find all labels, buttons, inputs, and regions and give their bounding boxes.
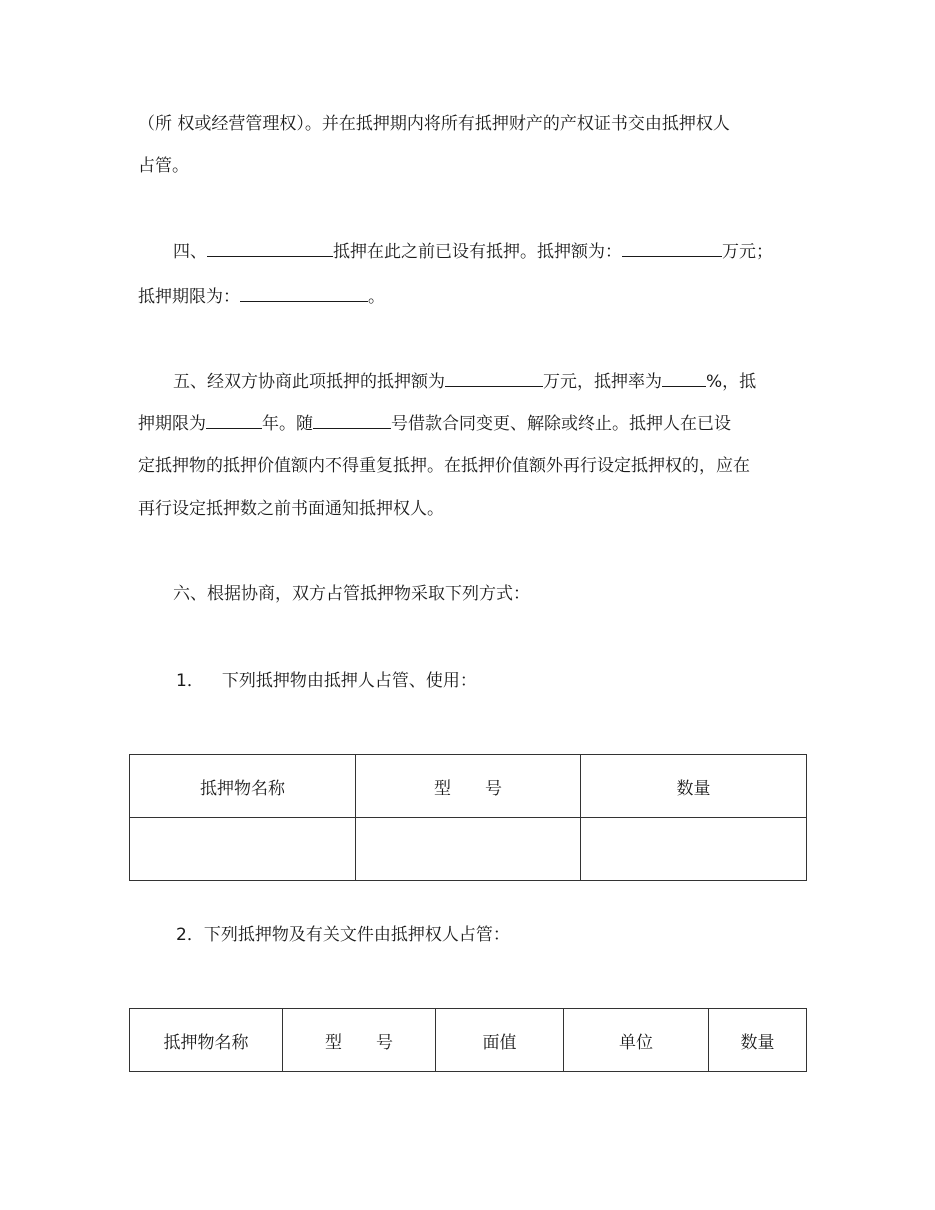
blank-field [313,412,391,429]
table-1-cell [581,818,807,881]
paragraph-3-line-1: （所 权或经营管理权）。并在抵押期内将所有抵押财产的产权证书交由抵押权人 [138,114,730,134]
blank-field [445,370,543,387]
table-2-header-unit: 单位 [564,1009,709,1072]
paragraph-5-line-2: 押期限为 年。随 号借款合同变更、解除或终止。抵押人在已设 [138,414,731,434]
item-2: 2．下列抵押物及有关文件由抵押权人占管： [176,925,510,945]
table-2 [129,1008,807,1072]
paragraph-6: 六、根据协商，双方占管抵押物采取下列方式： [173,584,530,604]
paragraph-5-line-3: 定抵押物的抵押价值额内不得重复抵押。在抵押价值额外再行设定抵押权的，应在 [138,456,750,476]
paragraph-3-line-2: 占管。 [138,156,189,176]
blank-field [240,285,368,302]
paragraph-5-line-1: 五、经双方协商此项抵押的抵押额为 万元，抵押率为 %，抵 [173,372,757,392]
blank-field [662,370,706,387]
item-1: 1． 下列抵押物由抵押人占管、使用： [176,671,477,691]
table-1-header-quantity: 数量 [581,755,807,818]
table-1-header-model: 型 号 [356,755,581,818]
table-2-header-name: 抵押物名称 [130,1009,283,1072]
table-2-header-model: 型 号 [283,1009,436,1072]
table-1 [129,754,807,881]
table-1-header-row [130,755,807,818]
blank-field [622,240,722,257]
table-1-empty-row [130,818,807,881]
table-2-header-row [130,1009,807,1072]
paragraph-5-line-4: 再行设定抵押数之前书面通知抵押权人。 [138,499,444,519]
table-1-cell [130,818,356,881]
paragraph-4-line-2: 抵押期限为： 。 [138,287,385,307]
blank-field [207,240,333,257]
table-1-header-name: 抵押物名称 [130,755,356,818]
table-1-cell [356,818,581,881]
table-2-header-face-value: 面值 [436,1009,564,1072]
paragraph-4-line-1: 四、 抵押在此之前已设有抵押。抵押额为： 万元； [173,242,773,262]
blank-field [206,412,262,429]
table-2-header-quantity: 数量 [709,1009,807,1072]
